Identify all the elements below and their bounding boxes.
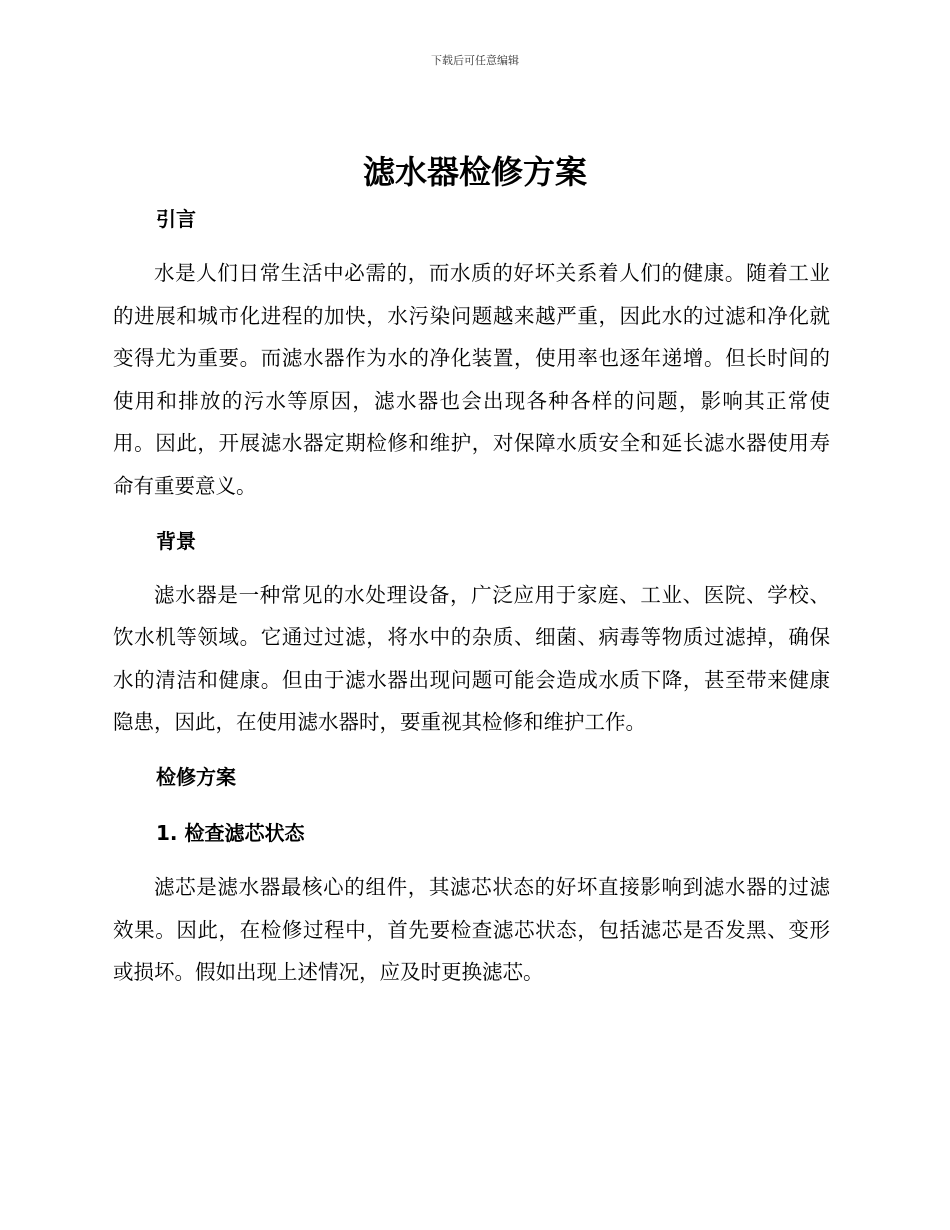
- page-header-note: 下载后可任意编辑: [431, 54, 519, 67]
- document-title: 滤水器检修方案: [362, 153, 587, 191]
- subsection-heading-step1: 1. 检查滤芯状态: [156, 820, 305, 845]
- section-heading-intro: 引言: [156, 207, 196, 231]
- section-paragraph-intro: 水是人们日常生活中必需的，而水质的好坏关系着人们的健康。随着工业的进展和城市化进程的加快，水污染问题越来越严重，因此水的过滤和净化就变得尤为重要。而滤水器作为水的净化装置，使用率也逐年递增。但长时间的使用和排放的污水等原因，滤水器也会出现各种各样的问题，影响其正常使用。因此，开展滤水器定期检修和维护，对保障水质安全和延长滤水器使用寿命有重要意义。: [113, 261, 830, 498]
- section-heading-plan: 检修方案: [156, 764, 236, 789]
- section-paragraph-background: 滤水器是一种常见的水处理设备，广泛应用于家庭、工业、医院、学校、饮水机等领域。它通过过滤，将水中的杂质、细菌、病毒等物质过滤掉，确保水的清洁和健康。但由于滤水器出现问题可能会造成水质下降，甚至带来健康隐患，因此，在使用滤水器时，要重视其检修和维护工作。: [113, 582, 830, 735]
- document-body: [113, 198, 830, 994]
- section-heading-background: 背景: [156, 528, 196, 553]
- subsection-paragraph-step1: 滤芯是滤水器最核心的组件，其滤芯状态的好坏直接影响到滤水器的过滤效果。因此，在检修过程中，首先要检查滤芯状态，包括滤芯是否发黑、变形或损坏。假如出现上述情况，应及时更换滤芯。: [113, 874, 830, 985]
